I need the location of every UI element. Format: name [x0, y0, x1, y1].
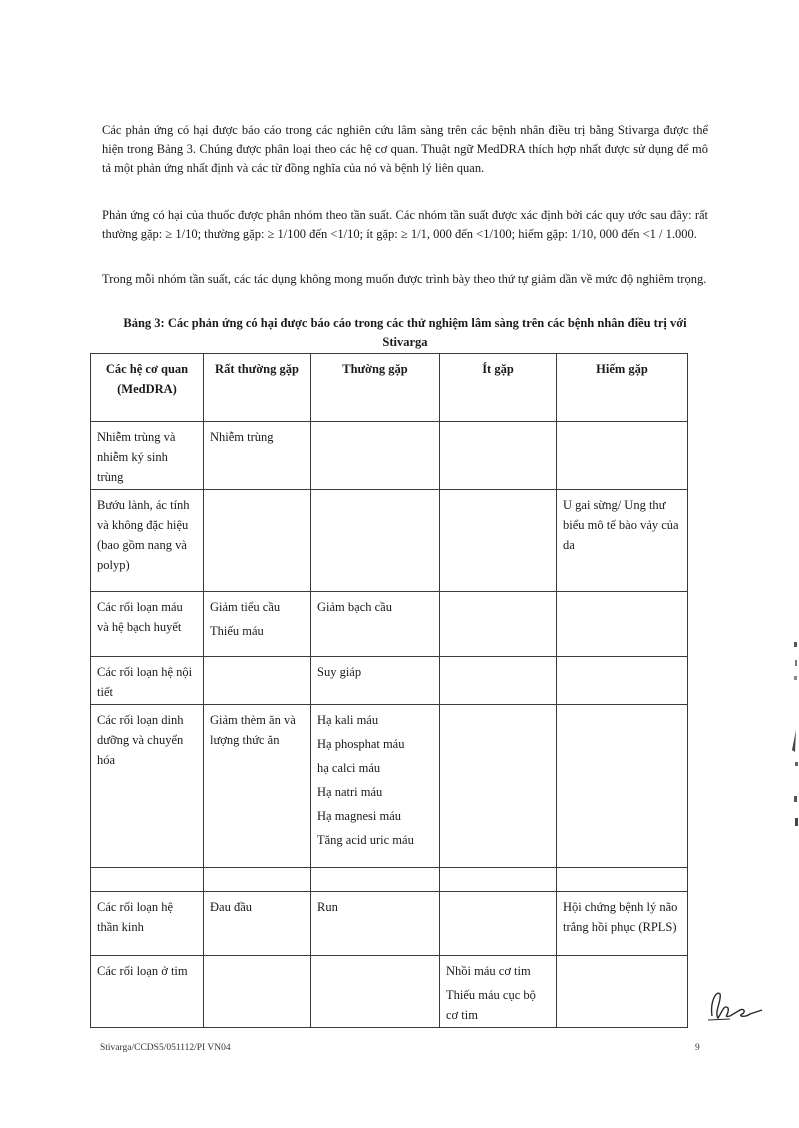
reaction-term: Đau đầu — [210, 900, 252, 914]
rare-cell — [557, 657, 688, 705]
reaction-term: Thiếu máu — [210, 624, 264, 638]
rare-cell — [557, 892, 688, 956]
paragraph-frequency-groups: Phản ứng có hại của thuốc được phân nhóm theo tần suất. Các nhóm tần suất được xác định bởi các quy ước sau đây: rất thường gặp: ≥ 1/10; thường gặp: ≥ 1/100 đến <1/10; ít gặp: ≥ 1/1, 000 đến <1/100; hiếm gặp: 1/10, 000 đến <1 / 1.000. — [102, 208, 708, 241]
table-row — [91, 956, 688, 1028]
organ-class-cell: Các rối loạn ở tim — [91, 956, 204, 1028]
reaction-term: hạ calci máu — [317, 761, 381, 775]
rare-cell — [557, 422, 688, 490]
reaction-term: Nhồi máu cơ tim — [446, 964, 531, 978]
reaction-term: Hạ kali máu — [317, 713, 379, 727]
organ-class-cell: Các rối loạn dinh dưỡng và chuyển hóa — [91, 705, 204, 868]
table-row — [91, 868, 688, 892]
header-organ-class: Các hệ cơ quan (MedDRA) — [91, 354, 204, 422]
very-common-cell — [204, 705, 311, 868]
organ-class-cell: Các rối loạn máu và hệ bạch huyết — [91, 592, 204, 657]
uncommon-cell — [440, 657, 557, 705]
common-cell — [311, 956, 440, 1028]
table-caption: Bảng 3: Các phản ứng có hại được báo cáo trong các thử nghiệm lâm sàng trên các bệnh nhân điều trị với Stivarga — [123, 316, 687, 349]
uncommon-cell — [440, 592, 557, 657]
adverse-reactions-table — [90, 353, 688, 1028]
organ-class-cell: Các rối loạn hệ nội tiết — [91, 657, 204, 705]
reaction-term: Giảm bạch cầu — [317, 600, 392, 614]
paragraph-severity-order: Trong mỗi nhóm tần suất, các tác dụng không mong muốn được trình bày theo thứ tự giảm dần về mức độ nghiêm trọng. — [102, 272, 707, 286]
table-row — [91, 490, 688, 592]
very-common-cell — [204, 657, 311, 705]
table-row — [91, 892, 688, 956]
footer-document-code: Stivarga/CCDS5/051112/PI VN04 — [100, 1043, 231, 1053]
reaction-term: Giảm tiểu cầu — [210, 600, 281, 614]
rare-cell — [557, 956, 688, 1028]
reaction-term: Nhiễm trùng — [210, 430, 274, 444]
table-row — [91, 657, 688, 705]
paragraph-adverse-reactions-intro: Các phản ứng có hại được báo cáo trong các nghiên cứu lâm sàng trên các bệnh nhân điều trị bằng Stivarga được thể hiện trong Bảng 3. Chúng được phân loại theo các hệ cơ quan. Thuật ngữ MedDRA thích hợp nhất được sử dụng để mô tả một phản ứng nhất định và các từ đồng nghĩa của nó và bệnh lý liên quan. — [102, 123, 708, 175]
common-cell — [311, 892, 440, 956]
scan-edge-marks — [780, 640, 799, 845]
reaction-term: Hạ phosphat máu — [317, 737, 405, 751]
rare-cell — [557, 868, 688, 892]
common-cell — [311, 592, 440, 657]
reaction-term: Hạ magnesi máu — [317, 809, 402, 823]
uncommon-cell — [440, 422, 557, 490]
organ-class-cell: Bướu lành, ác tính và không đặc hiệu (bao gồm nang và polyp) — [91, 490, 204, 592]
uncommon-cell — [440, 490, 557, 592]
very-common-cell — [204, 422, 311, 490]
reaction-term: Giảm thèm ăn và lượng thức ăn — [210, 713, 296, 747]
organ-class-cell: Các rối loạn hệ thần kinh — [91, 892, 204, 956]
signature-mark — [700, 982, 770, 1032]
table-row — [91, 592, 688, 657]
organ-class-cell — [91, 868, 204, 892]
header-very-common: Rất thường gặp — [204, 354, 311, 422]
table-row — [91, 705, 688, 868]
uncommon-cell — [440, 705, 557, 868]
uncommon-cell — [440, 868, 557, 892]
uncommon-cell — [440, 892, 557, 956]
very-common-cell — [204, 892, 311, 956]
very-common-cell — [204, 490, 311, 592]
reaction-term: Hạ natri máu — [317, 785, 383, 799]
organ-class-cell: Nhiễm trùng và nhiễm ký sinh trùng — [91, 422, 204, 490]
header-rare: Hiếm gặp — [557, 354, 688, 422]
reaction-term: U gai sừng/ Ung thư biểu mô tế bào vảy của da — [563, 498, 679, 552]
reaction-term: Suy giáp — [317, 665, 362, 679]
handwritten-signature — [700, 982, 770, 1037]
header-common: Thường gặp — [311, 354, 440, 422]
very-common-cell — [204, 956, 311, 1028]
reaction-term: Hội chứng bệnh lý não trắng hồi phục (RPLS) — [563, 900, 678, 934]
common-cell — [311, 657, 440, 705]
rare-cell — [557, 592, 688, 657]
table-body — [91, 422, 688, 1028]
rare-cell — [557, 705, 688, 868]
common-cell — [311, 705, 440, 868]
reaction-term: Tăng acid uric máu — [317, 833, 414, 847]
common-cell — [311, 422, 440, 490]
page-number: 9 — [695, 1043, 700, 1053]
common-cell — [311, 490, 440, 592]
reaction-term: Thiếu máu cục bộ cơ tim — [446, 988, 536, 1022]
common-cell — [311, 868, 440, 892]
header-uncommon: Ít gặp — [440, 354, 557, 422]
very-common-cell — [204, 592, 311, 657]
table-header-row — [91, 354, 688, 422]
reaction-term: Run — [317, 900, 338, 914]
uncommon-cell — [440, 956, 557, 1028]
rare-cell — [557, 490, 688, 592]
table-row — [91, 422, 688, 490]
very-common-cell — [204, 868, 311, 892]
